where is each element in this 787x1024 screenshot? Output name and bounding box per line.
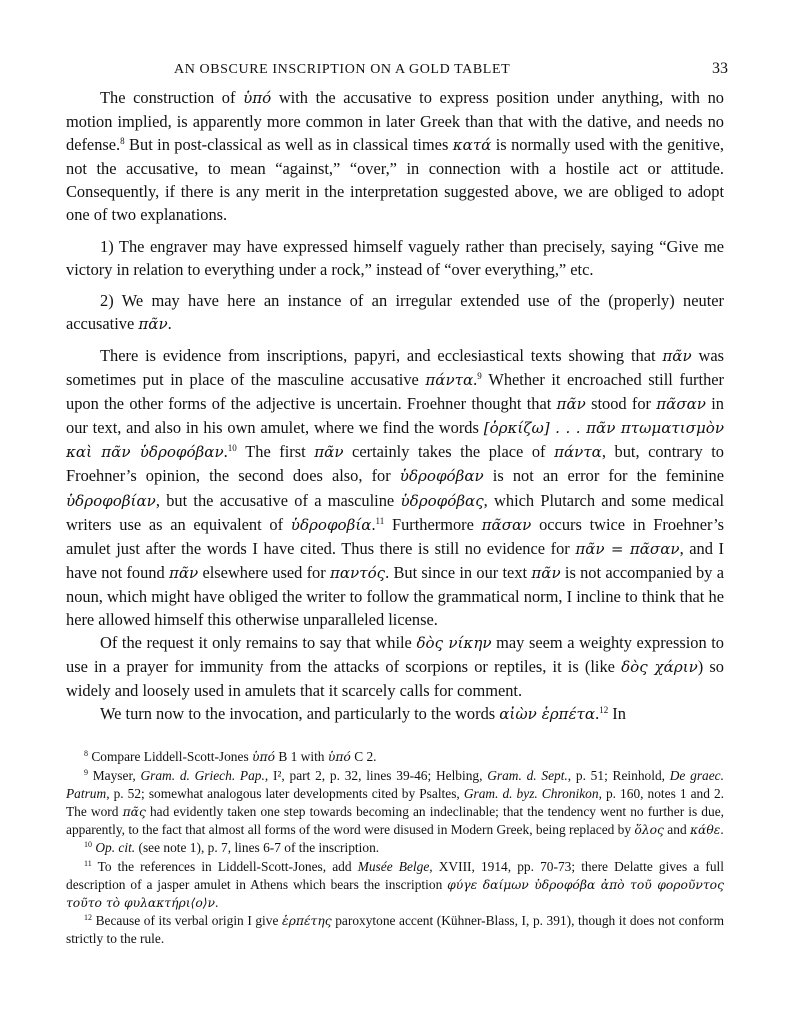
- greek-term: πᾶν: [168, 563, 199, 582]
- greek-term: πᾶν: [662, 346, 692, 365]
- text-run: .: [167, 313, 172, 333]
- footnote-ref-9[interactable]: 9: [477, 371, 482, 382]
- text-run: Because of its verbal origin I give: [92, 913, 282, 929]
- text-run: , but, contrary to Froehner’s opinion, the second does also, for: [66, 442, 724, 486]
- paragraph-4: [66, 344, 724, 631]
- text-run: , which Plutarch and some medical writers use as an equivalent of: [66, 490, 725, 534]
- text-run: certainly takes the place of: [343, 442, 555, 462]
- footnote-12: [66, 912, 724, 948]
- footnote-number: 9: [84, 767, 88, 777]
- text-run: paroxytone accent (Kühner-Blass, I, p. 391), though it does not conform strictly to the rule.: [66, 913, 724, 947]
- text-run: with the accusative to express position under anything, with no motion implied, is apparently more common in later Greek than that with the dative, and needs no defense.: [66, 88, 724, 155]
- text-run: , but the accusative of a masculine: [155, 490, 401, 510]
- text-run: is not an error for the feminine: [483, 466, 724, 486]
- greek-term: πᾶν: [314, 443, 344, 462]
- greek-term: [ὁρκίζω] . . . πᾶν πτωματισμὸν καὶ πᾶν ὑδροφόβαν: [66, 419, 724, 462]
- text-run: The construction of: [100, 88, 244, 107]
- work-title: Gram. d. Sept.: [487, 767, 568, 783]
- work-title: Gram. d. byz. Chronikon: [463, 785, 599, 801]
- greek-term: αἰὼν ἑρπέτα: [499, 705, 596, 724]
- text-run: C 2.: [350, 749, 377, 765]
- page-number: 33: [712, 60, 728, 77]
- footnote-number: 8: [84, 749, 88, 759]
- text-run: To the references in Liddell-Scott-Jones, add: [91, 858, 358, 874]
- greek-term: ὑπό: [252, 750, 276, 765]
- greek-term: κάθε: [689, 823, 721, 838]
- text-run: is normally used with the genitive, not the accusative, to mean “against,” “over,” in connection with a hostile act or attitude. Consequently, if there is any merit in the interpretation suggested above, we are obliged to adopt one of two explanations.: [66, 135, 724, 225]
- page: [66, 56, 728, 949]
- text-run: Mayser,: [88, 767, 141, 783]
- greek-term: φύγε δαίμων ὑδροφόβα ἀπὸ τοῦ φοροῦντος τοῦτο τὸ φυλακτήρι⟨ο⟩ν: [66, 877, 724, 911]
- text-run: and: [663, 822, 690, 838]
- footnote-11: [66, 858, 724, 913]
- footnote-ref-12[interactable]: 12: [599, 705, 609, 716]
- greek-term: ὑδροφοβία: [290, 515, 372, 534]
- text-run: Whether it encroached still further upon the other forms of the adjective is uncertain. Froehner thought that: [66, 370, 724, 414]
- text-run: had evidently taken one step towards becoming an indeclinable; that the tendency went no further is due, apparently, to the fact that almost all forms of the word were disused in Modern Greek, being replaced by: [66, 804, 724, 838]
- work-title: Gram. d. Griech. Pap.: [140, 767, 265, 783]
- text-run: , p. 52; somewhat analogous later developments cited by Psaltes,: [106, 785, 464, 801]
- greek-term: δὸς χάριν: [621, 658, 698, 677]
- text-run: Furthermore: [384, 514, 482, 534]
- paragraph-1: [66, 86, 724, 227]
- footnote-ref-8[interactable]: 8: [120, 136, 125, 147]
- greek-term: πᾶν: [138, 314, 168, 333]
- text-run: elsewhere used for: [198, 562, 330, 582]
- greek-term: πᾶν = πᾶσαν: [575, 539, 680, 558]
- paragraph-5: [66, 631, 724, 702]
- text-run: We turn now to the invocation, and particularly to the words: [100, 704, 500, 724]
- paragraph-2: 1) The engraver may have expressed himself vaguely rather than precisely, saying “Give me victory in relation to everything under a rock,” instead of “over everything,” etc.: [66, 236, 724, 279]
- greek-term: ὑδροφόβαν: [399, 467, 484, 486]
- text-run: . But since in our text: [385, 562, 532, 582]
- running-head: [66, 56, 728, 86]
- work-title: De graec. Patrum: [66, 767, 724, 801]
- greek-term: παντός: [329, 563, 386, 582]
- footnote-ref-11[interactable]: 11: [375, 515, 385, 526]
- text-run: , and I have not found: [66, 538, 724, 582]
- footnote-number: 10: [84, 840, 92, 850]
- text-run: was sometimes put in place of the masculine accusative: [66, 345, 724, 390]
- greek-term: κατά: [452, 136, 492, 155]
- text-run: stood for: [585, 394, 657, 414]
- greek-term: πᾶν: [556, 395, 586, 414]
- greek-term: πᾶς: [122, 805, 146, 820]
- work-title: Musée Belge: [357, 858, 430, 874]
- greek-term: ὅλος: [634, 823, 664, 838]
- text-run: 2) We may have here an instance of an irregular extended use of the (properly) neuter accusative: [66, 290, 724, 333]
- greek-term: πᾶσαν: [656, 395, 706, 414]
- text-run: .: [215, 895, 219, 911]
- text-run: Compare Liddell-Scott-Jones: [88, 749, 253, 765]
- text-run: .: [223, 442, 228, 462]
- greek-term: ὑδροφοβίαν: [66, 491, 156, 510]
- greek-term: δὸς νίκην: [416, 634, 492, 653]
- text-run: , I², part 2, p. 32, lines 39-46; Helbing,: [264, 767, 488, 783]
- text-run: , XVIII, 1914, pp. 70-73; there Delatte gives a full description of a jasper amulet in Athens which bears the inscription: [66, 858, 724, 892]
- greek-term: πάντα: [425, 371, 474, 390]
- text-run: .: [595, 704, 600, 724]
- text-run: may seem a weighty expression to use in a prayer for immunity from the attacks of scorpions or reptiles, it is (like: [66, 633, 724, 677]
- text-run: But in post-classical as well as in classical times: [124, 135, 453, 155]
- footnotes: [66, 748, 724, 948]
- text-run: .: [371, 514, 376, 534]
- text-run: .: [473, 370, 478, 390]
- footnote-9: [66, 767, 724, 840]
- paragraph-3: [66, 289, 724, 336]
- footnote-8: [66, 748, 724, 766]
- body-text: [66, 86, 724, 726]
- paragraph-6: [66, 702, 724, 726]
- greek-term: ὑπό: [327, 750, 351, 765]
- greek-term: ὑδροφόβας: [400, 491, 484, 510]
- text-run: (see note 1), p. 7, lines 6-7 of the inscription.: [135, 840, 380, 856]
- text-run: occurs twice in Froehner’s amulet just after the words I have cited. Thus there is still no evidence for: [66, 514, 724, 558]
- text-run: ) so widely and loosely used in amulets that it scarcely calls for comment.: [66, 657, 724, 701]
- footnote-number: 11: [84, 858, 92, 868]
- greek-term: ἑρπέτης: [282, 914, 332, 929]
- text-run: In: [608, 704, 626, 724]
- greek-term: πᾶσαν: [481, 515, 532, 534]
- text-run: Of the request it only remains to say that while: [100, 633, 417, 653]
- work-title: Op. cit.: [95, 840, 136, 856]
- text-run: in our text, and also in his own amulet, where we find the words: [66, 394, 724, 438]
- greek-term: ὑπό: [243, 89, 272, 107]
- text-run: The first: [236, 442, 315, 462]
- text-run: B 1 with: [275, 749, 328, 765]
- text-run: is not accompanied by a noun, which might have obliged the writer to follow the grammatical norm, I incline to think that he here allowed himself this otherwise unparalleled license.: [66, 562, 724, 629]
- text-run: , p. 51; Reinhold,: [567, 767, 670, 783]
- running-head-title: AN OBSCURE INSCRIPTION ON A GOLD TABLET: [174, 62, 511, 77]
- greek-term: πᾶν: [531, 563, 561, 582]
- footnote-number: 12: [84, 913, 92, 923]
- greek-term: πάντα: [554, 443, 602, 462]
- text-run: There is evidence from inscriptions, papyri, and ecclesiastical texts showing that: [100, 345, 663, 365]
- text-run: , p. 160, notes 1 and 2. The word: [66, 785, 724, 820]
- text-run: .: [720, 822, 724, 838]
- footnote-10: [66, 839, 724, 857]
- footnote-ref-10[interactable]: 10: [227, 443, 237, 454]
